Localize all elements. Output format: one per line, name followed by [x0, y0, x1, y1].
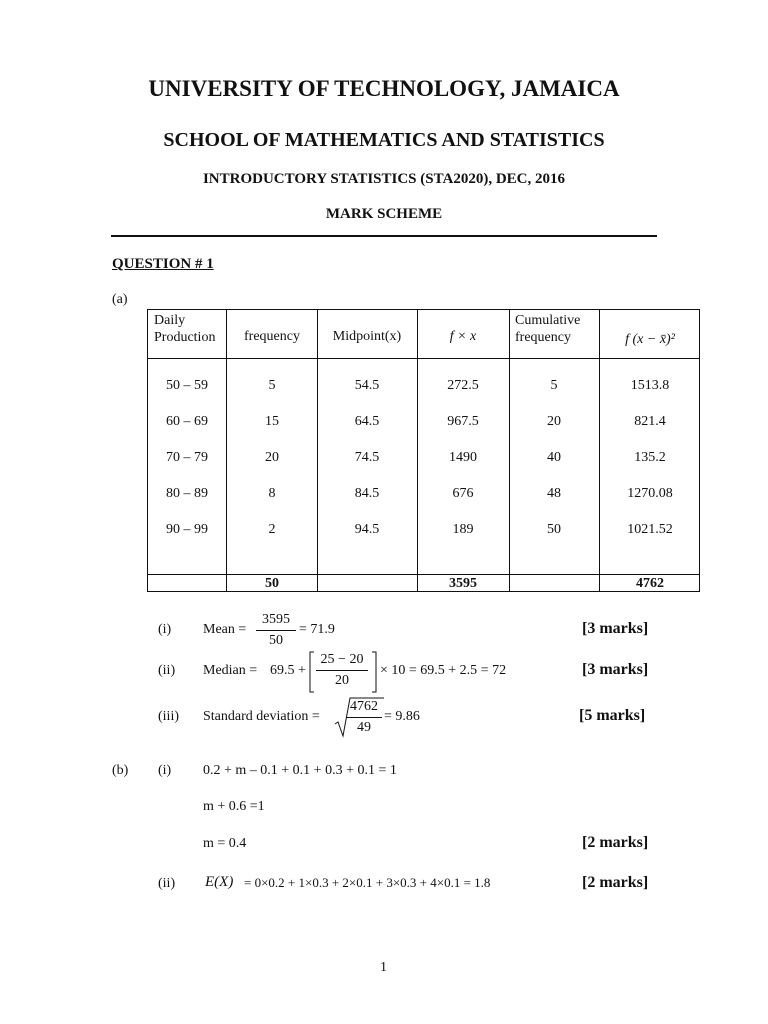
fraction-denominator: 20 — [335, 673, 349, 688]
course-title: INTRODUCTORY STATISTICS (STA2020), DEC, 2016 — [202, 171, 566, 187]
marks-label: [3 marks] — [582, 620, 649, 637]
table-cell: 1021.52 — [627, 522, 673, 537]
item-number: (i) — [158, 763, 172, 778]
header-rule — [111, 235, 657, 237]
document-type: MARK SCHEME — [325, 206, 443, 222]
table-cell: 48 — [547, 486, 561, 501]
table-cell: 821.4 — [634, 414, 666, 429]
sd-result: = 9.86 — [384, 709, 420, 724]
probability-sum-simplified: m + 0.6 =1 — [203, 799, 265, 814]
fraction-numerator: 3595 — [262, 612, 290, 627]
sd-label: Standard deviation = — [203, 709, 320, 724]
marks-label: [2 marks] — [582, 874, 649, 891]
table-cell: 272.5 — [447, 378, 479, 393]
frequency-table — [147, 309, 700, 592]
item-number: (iii) — [158, 709, 179, 724]
expectation-rhs: = 0×0.2 + 1×0.3 + 2×0.1 + 3×0.3 + 4×0.1 = 1.8 — [244, 875, 491, 890]
table-cell: 1490 — [449, 450, 477, 465]
header-f-times-x: f × x — [449, 329, 477, 344]
total-frequency: 50 — [265, 576, 279, 591]
question-title: QUESTION # 1 — [112, 256, 214, 272]
page-number: 1 — [380, 960, 387, 975]
table-cell: 50 – 59 — [166, 378, 208, 393]
header-frequency: frequency — [244, 329, 300, 344]
marks-label: [3 marks] — [582, 661, 649, 678]
table-cell: 40 — [547, 450, 561, 465]
part-b-label: (b) — [112, 763, 129, 778]
mean-fraction — [256, 612, 296, 649]
median-prefix: 69.5 + — [270, 663, 306, 678]
m-value: m = 0.4 — [203, 836, 247, 851]
table-cell: 15 — [265, 414, 279, 429]
table-cell: 70 – 79 — [166, 450, 208, 465]
table-cell: 967.5 — [447, 414, 479, 429]
table-cell: 135.2 — [634, 450, 666, 465]
table-cell: 64.5 — [354, 414, 380, 429]
table-cell: 1270.08 — [627, 486, 673, 501]
table-cell: 60 – 69 — [166, 414, 208, 429]
part-a-label: (a) — [112, 292, 128, 307]
probability-sum-equation: 0.2 + m – 0.1 + 0.1 + 0.3 + 0.1 = 1 — [203, 763, 397, 778]
fraction-numerator: 4762 — [350, 699, 378, 714]
table-cell: 94.5 — [354, 522, 380, 537]
expectation-lhs: E(X) — [205, 874, 234, 890]
median-fraction — [316, 652, 368, 689]
table-cell: 5 — [268, 378, 276, 393]
university-title: UNIVERSITY OF TECHNOLOGY, JAMAICA — [148, 76, 620, 101]
table-cell: 80 – 89 — [166, 486, 208, 501]
table-cell: 74.5 — [354, 450, 380, 465]
table-cell: 8 — [268, 486, 276, 501]
fraction-denominator: 50 — [269, 633, 283, 648]
total-fx: 3595 — [449, 576, 477, 591]
median-label: Median = — [203, 663, 258, 678]
header-daily-production: Daily Production — [154, 313, 216, 345]
table-cell: 50 — [547, 522, 561, 537]
header-f-deviation-squared: f (x − x̄)² — [625, 332, 675, 347]
mean-label: Mean = — [203, 622, 247, 637]
header-cumulative-frequency: Cumulative frequency — [515, 313, 581, 345]
table-cell: 189 — [452, 522, 474, 537]
marks-label: [5 marks] — [579, 707, 646, 724]
table-cell: 2 — [268, 522, 276, 537]
table-cell: 20 — [547, 414, 561, 429]
item-number: (ii) — [158, 663, 176, 678]
fraction-denominator: 49 — [357, 720, 371, 735]
table-cell: 90 – 99 — [166, 522, 208, 537]
item-number: (i) — [158, 622, 172, 637]
median-result: × 10 = 69.5 + 2.5 = 72 — [380, 663, 507, 678]
table-cell: 676 — [452, 486, 474, 501]
item-number: (ii) — [158, 876, 176, 891]
table-cell: 54.5 — [354, 378, 380, 393]
table-cell: 84.5 — [354, 486, 380, 501]
fraction-numerator: 25 − 20 — [320, 652, 364, 667]
marks-label: [2 marks] — [582, 834, 649, 851]
school-title: SCHOOL OF MATHEMATICS AND STATISTICS — [163, 129, 605, 151]
table-cell: 20 — [265, 450, 279, 465]
total-f-deviation-squared: 4762 — [636, 576, 664, 591]
table-cell: 5 — [550, 378, 558, 393]
header-midpoint: Midpoint(x) — [332, 329, 402, 344]
table-cell: 1513.8 — [630, 378, 670, 393]
mean-result: = 71.9 — [299, 622, 335, 637]
sd-fraction — [346, 699, 382, 736]
